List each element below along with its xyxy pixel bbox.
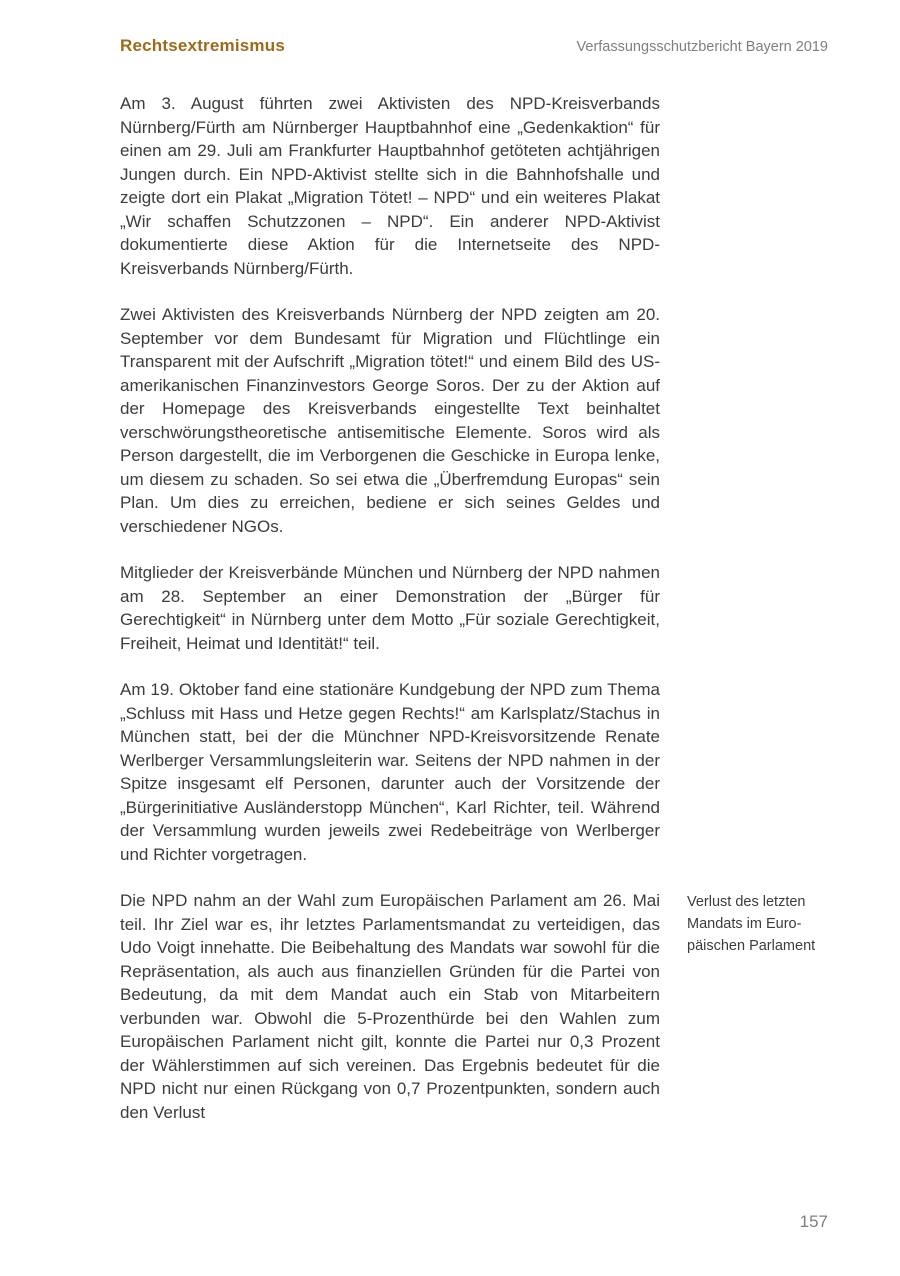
page-header xyxy=(120,36,828,56)
paragraph-block-4 xyxy=(120,678,828,866)
report-title: Verfassungsschutzbericht Bayern 2019 xyxy=(576,39,828,55)
margin-note-line: Verlust des letzten xyxy=(687,894,806,910)
paragraph-block-5 xyxy=(120,889,828,1124)
section-title: Rechtsextremismus xyxy=(120,36,285,55)
page-content xyxy=(120,92,828,1124)
body-paragraph-4: Am 19. Oktober fand eine stationäre Kundgebung der NPD zum Thema „Schluss mit Hass und Hetze gegen Rechts!“ am Karlsplatz/Stachus in München statt, bei der die Münchner NPD-Kreisvorsitzende Renate Werlberger Versammlungsleiterin war. Seitens der NPD nahmen in der Spitze insgesamt elf Personen, darunter auch der Vorsitzende der „Bürgerinitiative Ausländerstopp München“, Karl Richter, teil. Während der Versammlung wurden jeweils zwei Redebeiträge von Werlberger und Richter vorgetragen. xyxy=(120,680,660,864)
paragraph-block-3 xyxy=(120,561,828,655)
paragraph-block-2 xyxy=(120,303,828,538)
page-number: 157 xyxy=(799,1212,828,1231)
paragraph-block-1 xyxy=(120,92,828,280)
body-paragraph-2: Zwei Aktivisten des Kreisverbands Nürnberg der NPD zeigten am 20. September vor dem Bundesamt für Migration und Flüchtlinge ein Transparent mit der Aufschrift „Migration tötet!“ und einem Bild des US-amerikanischen Finanzinvestors George Soros. Der zu der Aktion auf der Homepage des Kreisverbands eingestellte Text beinhaltet verschwörungstheoretische antisemitische Elemente. Soros wird als Person dargestellt, die im Verborgenen die Geschicke in Europa lenke, um diesem zu schaden. So sei etwa die „Überfremdung Europas“ sein Plan. Um dies zu erreichen, bediene er sich seines Geldes und verschiedener NGOs. xyxy=(120,305,660,536)
margin-note xyxy=(687,891,828,957)
page-footer xyxy=(800,1212,828,1232)
body-paragraph-5: Die NPD nahm an der Wahl zum Europäischen Parlament am 26. Mai teil. Ihr Ziel war es, ihr letztes Parlamentsmandat zu verteidigen, das Udo Voigt innehatte. Die Beibehaltung des Mandats war sowohl für die Repräsentation, als auch aus finanziellen Gründen für die Partei von Bedeutung, da mit dem Mandat auch ein Stab von Mitarbeitern verbunden war. Obwohl die 5-Prozenthürde bei den Wahlen zum Europäischen Parlament nicht gilt, konnte die Partei nur 0,3 Prozent der Wählerstimmen auf sich vereinen. Das Ergebnis bedeutet für die NPD nicht nur einen Rückgang von 0,7 Prozentpunkten, sondern auch den Verlust xyxy=(120,891,660,1122)
body-paragraph-3: Mitglieder der Kreisverbände München und Nürnberg der NPD nahmen am 28. September an einer Demonstration der „Bürger für Gerechtigkeit“ in Nürnberg unter dem Motto „Für soziale Gerechtigkeit, Freiheit, Heimat und Identität!“ teil. xyxy=(120,563,660,653)
margin-note-line: Mandats im Euro- xyxy=(687,916,802,932)
margin-note-line: päischen Parlament xyxy=(687,938,816,954)
body-paragraph-1: Am 3. August führten zwei Aktivisten des NPD-Kreisverbands Nürnberg/Fürth am Nürnberger Hauptbahnhof eine „Gedenkaktion“ für einen am 29. Juli am Frankfurter Hauptbahnhof getöteten achtjährigen Jungen durch. Ein NPD-Aktivist stellte sich in die Bahnhofshalle und zeigte dort ein Plakat „Migration Tötet! – NPD“ und ein weiteres Plakat „Wir schaffen Schutzzonen – NPD“. Ein anderer NPD-Aktivist dokumentierte diese Aktion für die Internetseite des NPD-Kreisverbands Nürnberg/Fürth. xyxy=(120,94,660,278)
